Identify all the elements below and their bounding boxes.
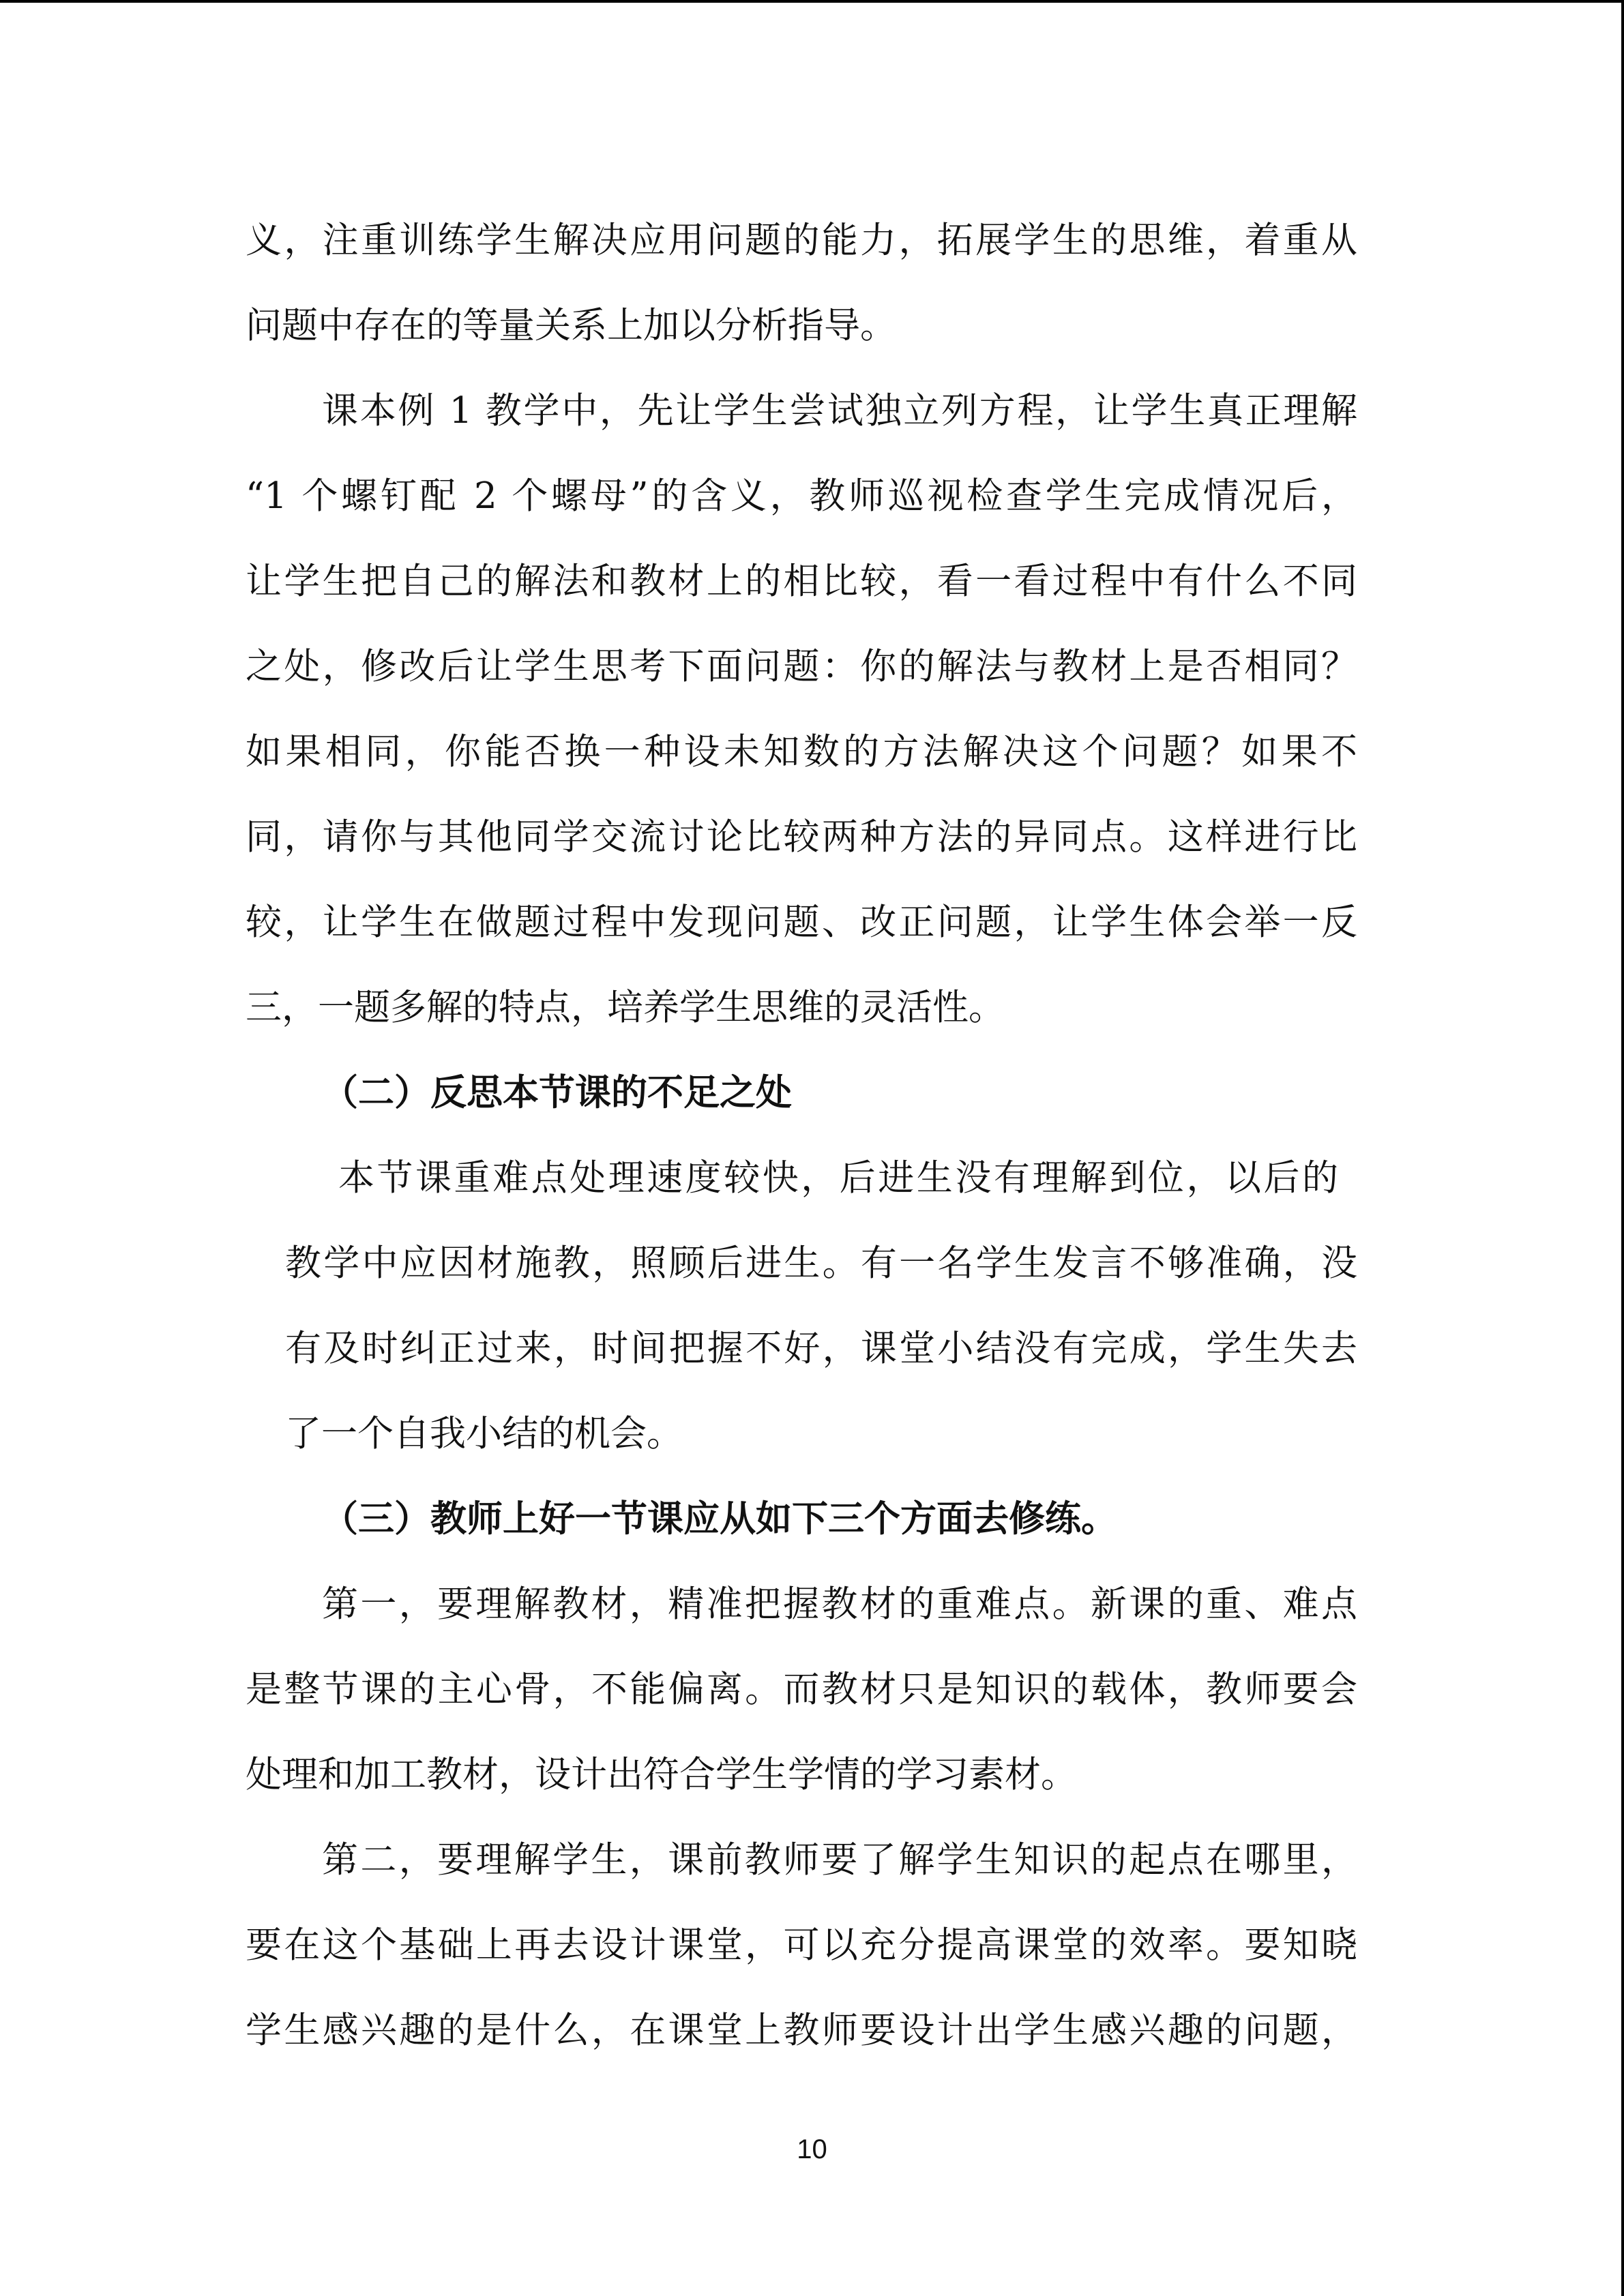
text-line: 了一个自我小结的机会。 xyxy=(285,1413,683,1455)
text-line: 同，请你与其他同学交流讨论比较两种方法的异同点。这样进行比 xyxy=(246,816,1357,858)
text-line: 处理和加工教材，设计出符合学生学情的学习素材。 xyxy=(246,1754,1077,1795)
section-heading: （三）教师上好一节课应从如下三个方面去修练。 xyxy=(322,1498,1117,1540)
text-line: 让学生把自己的解法和教材上的相比较，看一看过程中有什么不同 xyxy=(246,561,1357,602)
text-line: 课本例 1 教学中，先让学生尝试独立列方程，让学生真正理解 xyxy=(322,390,1357,432)
text-line: 要在这个基础上再去设计课堂，可以充分提高课堂的效率。要知晓 xyxy=(246,1924,1357,1966)
text-line: 如果相同，你能否换一种设未知数的方法解决这个问题？如果不 xyxy=(246,731,1357,773)
right-border-line xyxy=(1621,0,1624,2296)
text-line: 较，让学生在做题过程中发现问题、改正问题，让学生体会举一反 xyxy=(246,901,1357,943)
text-line: 教学中应因材施教，照顾后进生。有一名学生发言不够准确，没 xyxy=(285,1242,1357,1284)
document-body xyxy=(246,198,1357,2073)
text-line: 第一，要理解教材，精准把握教材的重难点。新课的重、难点 xyxy=(322,1583,1357,1625)
text-line: 问题中存在的等量关系上加以分析指导。 xyxy=(246,305,896,346)
text-line: 本节课重难点处理速度较快，后进生没有理解到位，以后的 xyxy=(338,1157,1338,1199)
text-line: 学生感兴趣的是什么，在课堂上教师要设计出学生感兴趣的问题， xyxy=(246,2010,1357,2051)
text-line: 三，一题多解的特点，培养学生思维的灵活性。 xyxy=(246,987,1005,1028)
text-line: 第二，要理解学生，课前教师要了解学生知识的起点在哪里， xyxy=(322,1839,1357,1881)
text-line: 是整节课的主心骨，不能偏离。而教材只是知识的载体，教师要会 xyxy=(246,1669,1357,1710)
text-line: “1 个螺钉配 2 个螺母”的含义，教师巡视检查学生完成情况后， xyxy=(246,475,1357,517)
section-heading: （二）反思本节课的不足之处 xyxy=(322,1072,792,1114)
text-line: 义，注重训练学生解决应用问题的能力，拓展学生的思维，着重从 xyxy=(246,220,1357,261)
top-border-line xyxy=(0,0,1624,3)
text-line: 有及时纠正过来，时间把握不好，课堂小结没有完成，学生失去 xyxy=(285,1328,1357,1369)
page-number: 10 xyxy=(797,2134,827,2164)
text-line: 之处，修改后让学生思考下面问题：你的解法与教材上是否相同？ xyxy=(246,646,1357,687)
